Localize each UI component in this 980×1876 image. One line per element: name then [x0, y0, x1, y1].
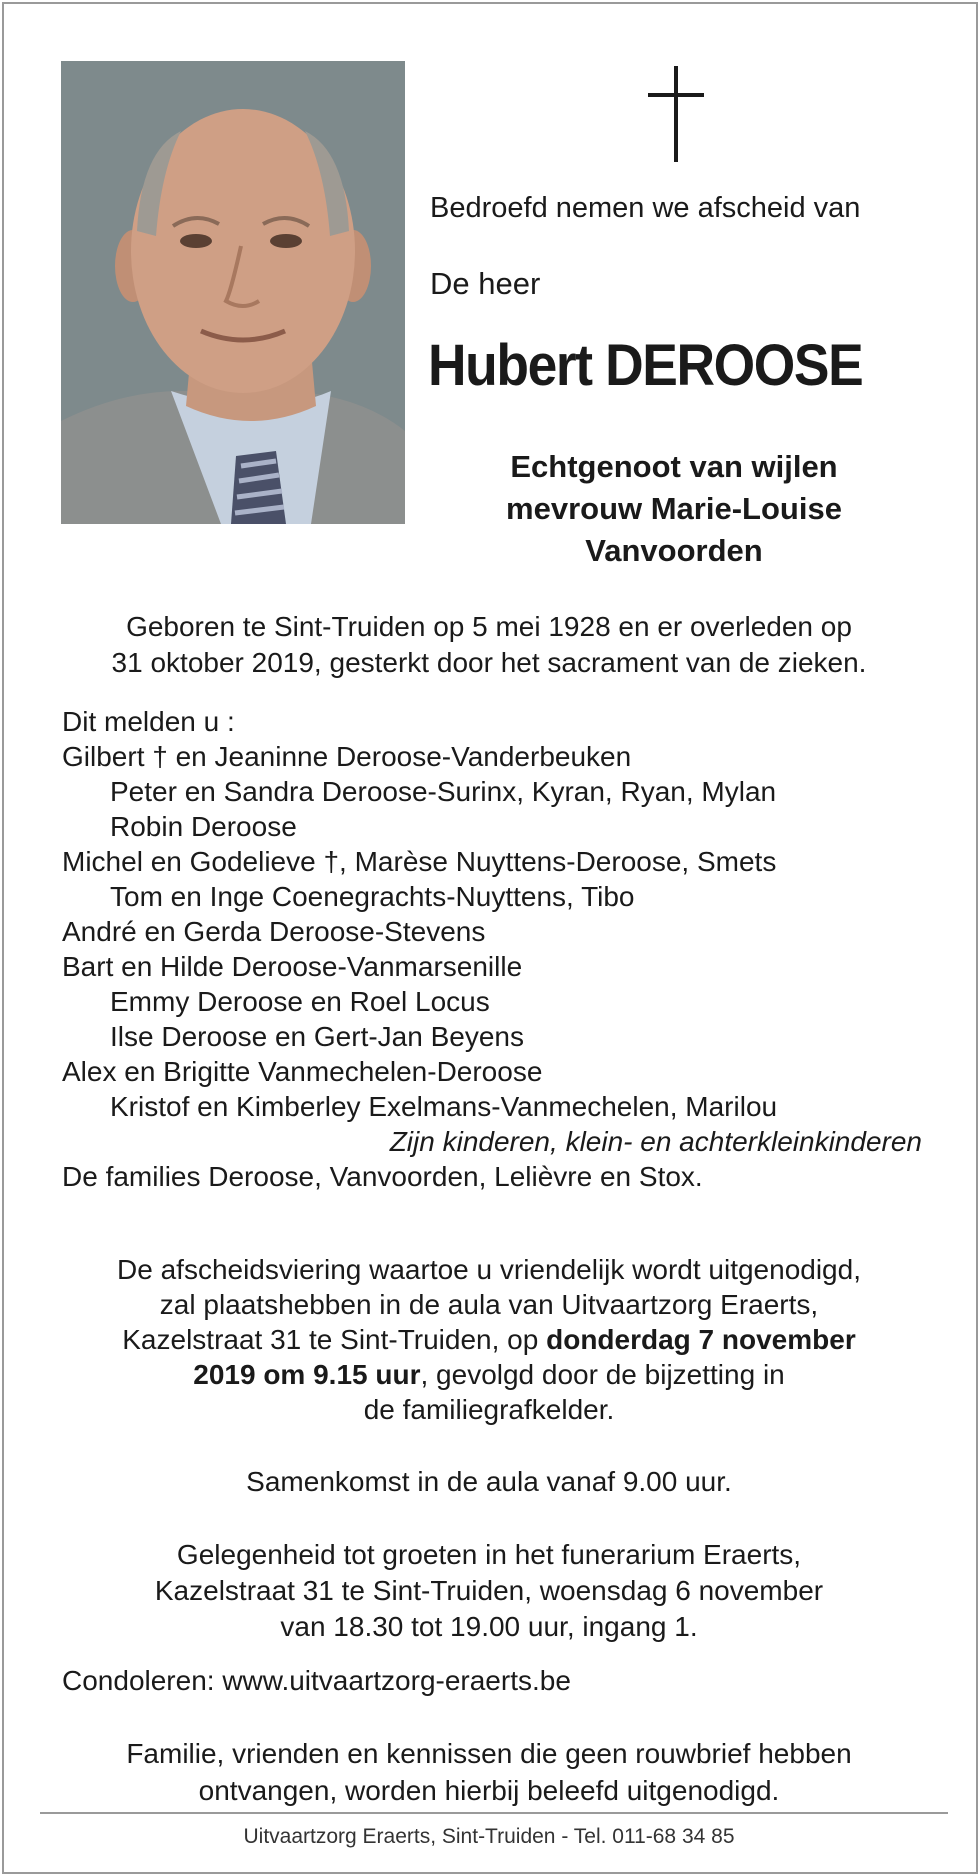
family-line: Michel en Godelieve †, Marèse Nuyttens-Deroose, Smets	[62, 846, 777, 877]
family-line: Tom en Inge Coenegrachts-Nuyttens, Tibo	[110, 881, 635, 912]
family-line: André en Gerda Deroose-Stevens	[62, 916, 486, 947]
salutation: De heer	[430, 266, 541, 301]
families-line: De families Deroose, Vanvoorden, Lelièvre en Stox.	[62, 1161, 703, 1192]
spouse-line: Vanvoorden	[585, 533, 763, 568]
family-line: Peter en Sandra Deroose-Surinx, Kyran, Ryan, Mylan	[110, 776, 777, 807]
condolences-link[interactable]: Condoleren: www.uitvaartzorg-eraerts.be	[62, 1665, 571, 1696]
ceremony-date: donderdag 7 november	[546, 1324, 856, 1355]
family-line: Ilse Deroose en Gert-Jan Beyens	[110, 1021, 524, 1052]
birth-death-info	[34, 609, 944, 681]
meeting-info: Samenkomst in de aula vanaf 9.00 uur.	[246, 1466, 732, 1497]
ceremony-text: Kazelstraat 31 te Sint-Truiden, op	[122, 1324, 547, 1355]
family-line: Kristof en Kimberley Exelmans-Vanmechelen, Marilou	[110, 1091, 778, 1122]
family-line: Alex en Brigitte Vanmechelen-Deroose	[62, 1056, 543, 1087]
family-line: Robin Deroose	[110, 811, 297, 842]
note-line: ontvangen, worden hierbij beleefd uitgenodigd.	[198, 1775, 780, 1806]
family-line: Gilbert † en Jeaninne Deroose-Vanderbeuken	[62, 741, 632, 772]
ceremony-line	[34, 1322, 944, 1357]
intro-text: Bedroefd nemen we afscheid van	[430, 192, 861, 224]
ceremony-line: de familiegrafkelder.	[363, 1394, 615, 1425]
visitation-info	[34, 1537, 944, 1645]
ceremony-line	[34, 1357, 944, 1392]
birth-death-line: Geboren te Sint-Truiden op 5 mei 1928 en er overleden op	[126, 611, 852, 642]
spouse-info	[434, 446, 914, 572]
deceased-name: Hubert DEROOSE	[428, 333, 863, 398]
visitation-line: Kazelstraat 31 te Sint-Truiden, woensdag 6 november	[154, 1575, 824, 1606]
family-line: Bart en Hilde Deroose-Vanmarsenille	[62, 951, 523, 982]
family-line: Emmy Deroose en Roel Locus	[110, 986, 490, 1017]
ceremony-line: De afscheidsviering waartoe u vriendelijk wordt uitgenodigd,	[117, 1254, 861, 1285]
portrait-photo	[61, 61, 405, 524]
visitation-line: van 18.30 tot 19.00 uur, ingang 1.	[280, 1611, 698, 1642]
family-signature: Zijn kinderen, klein- en achterkleinkinderen	[389, 1126, 922, 1157]
family-heading: Dit melden u :	[62, 706, 235, 737]
visitation-line: Gelegenheid tot groeten in het funerarium Eraerts,	[176, 1539, 802, 1570]
footer-divider	[40, 1812, 948, 1814]
note-line: Familie, vrienden en kennissen die geen rouwbrief hebben	[126, 1738, 852, 1769]
footer-text: Uitvaartzorg Eraerts, Sint-Truiden - Tel. 011-68 34 85	[243, 1825, 735, 1848]
birth-death-line: 31 oktober 2019, gesterkt door het sacrament van de zieken.	[111, 647, 867, 678]
spouse-line: Echtgenoot van wijlen	[510, 449, 838, 484]
ceremony-text: , gevolgd door de bijzetting in	[420, 1359, 785, 1390]
spouse-line: mevrouw Marie-Louise	[506, 491, 842, 526]
invitation-note	[34, 1735, 944, 1809]
ceremony-info	[34, 1252, 944, 1427]
latin-cross-icon	[648, 66, 704, 166]
family-list	[62, 704, 932, 1194]
death-notice-card	[2, 2, 978, 1874]
ceremony-time: 2019 om 9.15 uur	[193, 1359, 421, 1390]
ceremony-line: zal plaatshebben in de aula van Uitvaartzorg Eraerts,	[159, 1289, 819, 1320]
